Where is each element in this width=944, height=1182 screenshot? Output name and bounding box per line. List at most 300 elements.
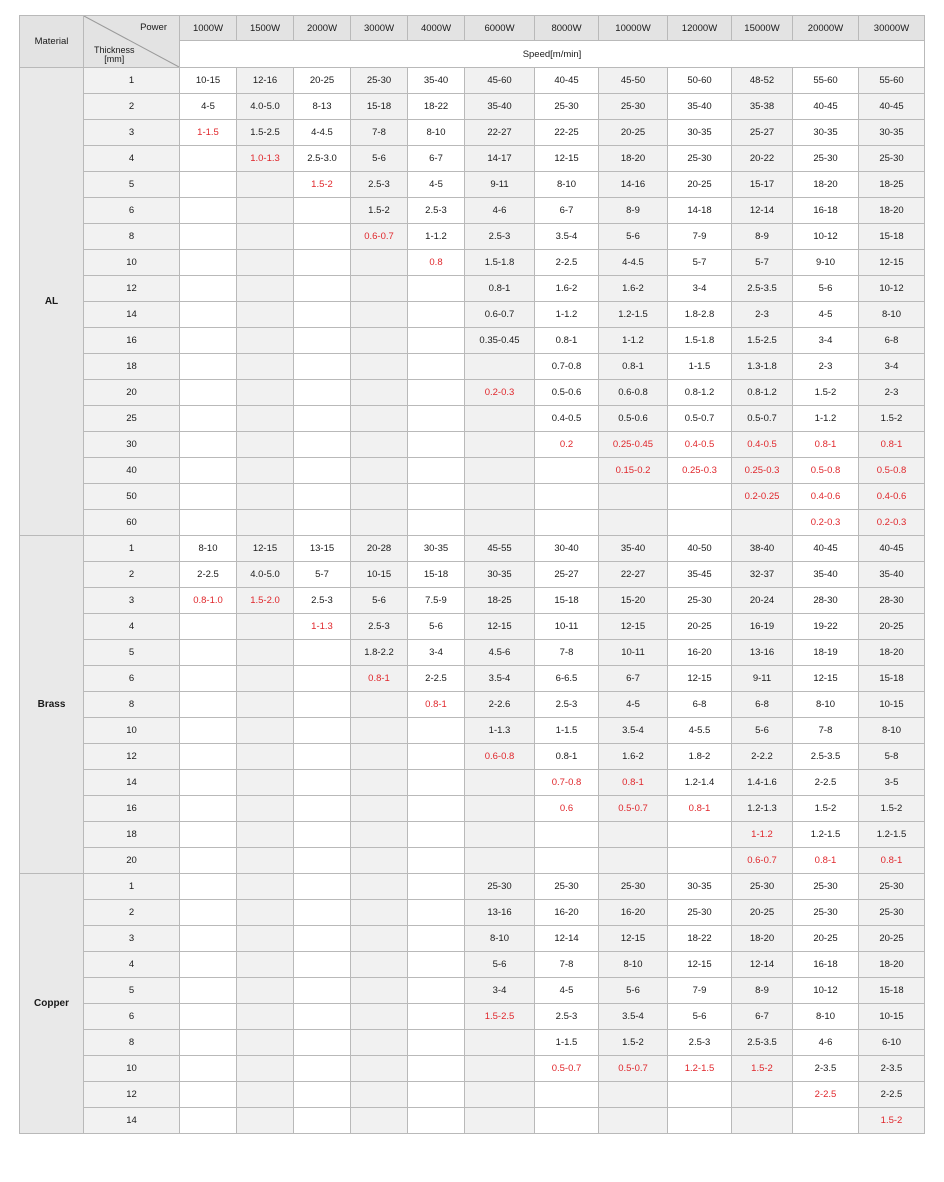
speed-value-cell: 0.8-1 bbox=[408, 692, 465, 718]
speed-value-cell: 1-1.2 bbox=[408, 224, 465, 250]
speed-value-cell bbox=[180, 380, 237, 406]
thickness-cell: 6 bbox=[84, 666, 180, 692]
speed-value-cell bbox=[408, 770, 465, 796]
speed-value-cell: 2-2.5 bbox=[859, 1082, 925, 1108]
speed-value-cell bbox=[408, 1004, 465, 1030]
speed-value-cell: 1.3-1.8 bbox=[732, 354, 793, 380]
speed-value-cell: 0.8-1 bbox=[599, 770, 668, 796]
speed-value-cell bbox=[465, 1056, 535, 1082]
speed-value-cell: 22-25 bbox=[535, 120, 599, 146]
speed-value-cell: 2-2.2 bbox=[732, 744, 793, 770]
speed-value-cell: 7-9 bbox=[668, 224, 732, 250]
speed-value-cell: 16-18 bbox=[793, 198, 859, 224]
speed-value-cell bbox=[294, 1056, 351, 1082]
speed-value-cell: 25-30 bbox=[465, 874, 535, 900]
thickness-cell: 5 bbox=[84, 640, 180, 666]
speed-value-cell bbox=[408, 276, 465, 302]
thickness-cell: 8 bbox=[84, 224, 180, 250]
speed-value-cell bbox=[535, 822, 599, 848]
speed-value-cell: 8-10 bbox=[465, 926, 535, 952]
speed-value-cell bbox=[180, 822, 237, 848]
thickness-cell: 16 bbox=[84, 796, 180, 822]
speed-value-cell: 0.8-1 bbox=[351, 666, 408, 692]
speed-value-cell: 35-38 bbox=[732, 94, 793, 120]
speed-value-cell bbox=[408, 1108, 465, 1134]
table-row bbox=[20, 172, 925, 198]
speed-value-cell: 8-9 bbox=[732, 224, 793, 250]
speed-value-cell bbox=[180, 250, 237, 276]
speed-value-cell: 2.5-3 bbox=[351, 172, 408, 198]
speed-value-cell: 40-45 bbox=[793, 536, 859, 562]
speed-value-cell bbox=[294, 900, 351, 926]
speed-value-cell bbox=[180, 874, 237, 900]
speed-value-cell bbox=[535, 848, 599, 874]
speed-value-cell bbox=[668, 1082, 732, 1108]
speed-value-cell bbox=[237, 1108, 294, 1134]
power-column-header: 20000W bbox=[793, 16, 859, 41]
speed-value-cell: 7-8 bbox=[793, 718, 859, 744]
table-row bbox=[20, 588, 925, 614]
speed-value-cell: 5-7 bbox=[732, 250, 793, 276]
speed-value-cell bbox=[408, 484, 465, 510]
speed-value-cell bbox=[294, 666, 351, 692]
speed-value-cell: 5-7 bbox=[668, 250, 732, 276]
speed-value-cell: 22-27 bbox=[599, 562, 668, 588]
speed-value-cell: 5-8 bbox=[859, 744, 925, 770]
speed-value-cell: 9-11 bbox=[732, 666, 793, 692]
speed-value-cell bbox=[294, 1004, 351, 1030]
speed-value-cell: 6-7 bbox=[732, 1004, 793, 1030]
speed-value-cell bbox=[351, 1056, 408, 1082]
speed-value-cell: 1.5-2.0 bbox=[237, 588, 294, 614]
speed-value-cell bbox=[408, 354, 465, 380]
speed-value-cell: 5-6 bbox=[351, 146, 408, 172]
speed-value-cell: 8-9 bbox=[599, 198, 668, 224]
speed-value-cell: 5-7 bbox=[294, 562, 351, 588]
speed-value-cell bbox=[351, 354, 408, 380]
speed-value-cell bbox=[237, 848, 294, 874]
speed-value-cell: 1.2-1.5 bbox=[859, 822, 925, 848]
speed-value-cell bbox=[294, 276, 351, 302]
speed-value-cell: 4-5 bbox=[793, 302, 859, 328]
speed-value-cell bbox=[465, 770, 535, 796]
speed-value-cell: 4.5-6 bbox=[465, 640, 535, 666]
thickness-cell: 1 bbox=[84, 68, 180, 94]
speed-value-cell: 1.8-2 bbox=[668, 744, 732, 770]
speed-value-cell: 0.25-0.45 bbox=[599, 432, 668, 458]
speed-value-cell: 0.35-0.45 bbox=[465, 328, 535, 354]
speed-value-cell: 16-20 bbox=[668, 640, 732, 666]
speed-value-cell: 7-8 bbox=[535, 952, 599, 978]
speed-value-cell: 1-1.5 bbox=[668, 354, 732, 380]
power-thickness-corner-cell bbox=[84, 16, 180, 68]
speed-value-cell: 10-12 bbox=[859, 276, 925, 302]
speed-value-cell: 45-55 bbox=[465, 536, 535, 562]
speed-value-cell bbox=[180, 1004, 237, 1030]
power-column-header: 1500W bbox=[237, 16, 294, 41]
speed-value-cell bbox=[408, 432, 465, 458]
speed-value-cell: 16-19 bbox=[732, 614, 793, 640]
table-row bbox=[20, 796, 925, 822]
speed-value-cell: 1.5-2 bbox=[859, 1108, 925, 1134]
thickness-cell: 10 bbox=[84, 718, 180, 744]
speed-value-cell bbox=[351, 848, 408, 874]
speed-value-cell: 1.2-1.4 bbox=[668, 770, 732, 796]
speed-value-cell: 0.5-0.7 bbox=[535, 1056, 599, 1082]
speed-value-cell: 1.5-2.5 bbox=[465, 1004, 535, 1030]
speed-value-cell bbox=[294, 198, 351, 224]
speed-value-cell bbox=[237, 458, 294, 484]
speed-value-cell: 25-30 bbox=[535, 874, 599, 900]
speed-value-cell bbox=[180, 744, 237, 770]
speed-value-cell: 4-4.5 bbox=[294, 120, 351, 146]
speed-value-cell: 0.8-1 bbox=[793, 848, 859, 874]
speed-value-cell: 7-8 bbox=[351, 120, 408, 146]
thickness-cell: 20 bbox=[84, 380, 180, 406]
speed-value-cell: 18-22 bbox=[668, 926, 732, 952]
speed-value-cell: 10-15 bbox=[859, 692, 925, 718]
speed-value-cell bbox=[351, 874, 408, 900]
speed-value-cell: 5-6 bbox=[668, 1004, 732, 1030]
speed-value-cell bbox=[237, 172, 294, 198]
thickness-cell: 1 bbox=[84, 874, 180, 900]
speed-value-cell bbox=[408, 978, 465, 1004]
speed-value-cell: 0.2-0.25 bbox=[732, 484, 793, 510]
speed-value-cell bbox=[465, 458, 535, 484]
speed-value-cell: 28-30 bbox=[859, 588, 925, 614]
speed-value-cell bbox=[237, 770, 294, 796]
table-row bbox=[20, 68, 925, 94]
speed-value-cell bbox=[351, 770, 408, 796]
speed-value-cell bbox=[294, 692, 351, 718]
speed-value-cell: 3-4 bbox=[859, 354, 925, 380]
speed-value-cell: 25-30 bbox=[599, 94, 668, 120]
speed-value-cell bbox=[668, 822, 732, 848]
speed-value-cell bbox=[180, 692, 237, 718]
speed-value-cell: 5-6 bbox=[599, 978, 668, 1004]
speed-value-cell: 20-25 bbox=[599, 120, 668, 146]
speed-value-cell: 15-18 bbox=[408, 562, 465, 588]
speed-value-cell: 12-15 bbox=[668, 952, 732, 978]
speed-value-cell: 30-35 bbox=[668, 120, 732, 146]
speed-value-cell: 0.8-1.0 bbox=[180, 588, 237, 614]
speed-value-cell bbox=[180, 1030, 237, 1056]
speed-value-cell: 1-1.3 bbox=[465, 718, 535, 744]
speed-value-cell bbox=[668, 848, 732, 874]
speed-value-cell bbox=[180, 328, 237, 354]
speed-value-cell bbox=[180, 432, 237, 458]
speed-value-cell: 8-10 bbox=[599, 952, 668, 978]
speed-value-cell bbox=[180, 1108, 237, 1134]
thickness-cell: 10 bbox=[84, 250, 180, 276]
speed-value-cell: 0.6-0.7 bbox=[465, 302, 535, 328]
thickness-cell: 5 bbox=[84, 172, 180, 198]
speed-value-cell: 0.2-0.3 bbox=[465, 380, 535, 406]
speed-value-cell bbox=[237, 198, 294, 224]
thickness-cell: 12 bbox=[84, 276, 180, 302]
thickness-cell: 4 bbox=[84, 146, 180, 172]
table-row bbox=[20, 978, 925, 1004]
speed-value-cell bbox=[294, 432, 351, 458]
power-column-header: 12000W bbox=[668, 16, 732, 41]
speed-value-cell: 0.5-0.7 bbox=[732, 406, 793, 432]
speed-value-cell: 5-6 bbox=[351, 588, 408, 614]
speed-value-cell: 2.5-3 bbox=[668, 1030, 732, 1056]
speed-value-cell bbox=[237, 874, 294, 900]
speed-value-cell bbox=[237, 380, 294, 406]
speed-value-cell bbox=[408, 328, 465, 354]
speed-value-cell bbox=[408, 796, 465, 822]
table-row bbox=[20, 666, 925, 692]
speed-value-cell: 30-35 bbox=[408, 536, 465, 562]
speed-value-cell bbox=[237, 718, 294, 744]
speed-value-cell: 7-8 bbox=[535, 640, 599, 666]
speed-value-cell: 18-20 bbox=[859, 640, 925, 666]
speed-value-cell: 50-60 bbox=[668, 68, 732, 94]
speed-value-cell bbox=[668, 510, 732, 536]
speed-value-cell: 6-8 bbox=[668, 692, 732, 718]
speed-value-cell bbox=[535, 1108, 599, 1134]
table-row bbox=[20, 1004, 925, 1030]
speed-value-cell bbox=[599, 848, 668, 874]
speed-value-cell bbox=[408, 1056, 465, 1082]
speed-value-cell bbox=[180, 848, 237, 874]
speed-value-cell bbox=[294, 822, 351, 848]
speed-value-cell: 1-1.5 bbox=[535, 718, 599, 744]
speed-value-cell: 55-60 bbox=[793, 68, 859, 94]
speed-value-cell: 2-2.6 bbox=[465, 692, 535, 718]
speed-value-cell: 3.5-4 bbox=[535, 224, 599, 250]
speed-value-cell: 12-15 bbox=[668, 666, 732, 692]
speed-value-cell bbox=[599, 822, 668, 848]
speed-value-cell bbox=[351, 718, 408, 744]
speed-value-cell: 0.8-1 bbox=[793, 432, 859, 458]
speed-value-cell: 2.5-3.0 bbox=[294, 146, 351, 172]
table-row bbox=[20, 354, 925, 380]
speed-value-cell: 1-1.5 bbox=[180, 120, 237, 146]
speed-value-cell: 1.8-2.8 bbox=[668, 302, 732, 328]
speed-value-cell: 20-25 bbox=[793, 926, 859, 952]
speed-value-cell bbox=[465, 822, 535, 848]
speed-value-cell: 19-22 bbox=[793, 614, 859, 640]
speed-value-cell bbox=[351, 978, 408, 1004]
speed-value-cell: 0.8-1 bbox=[859, 432, 925, 458]
speed-value-cell bbox=[535, 1082, 599, 1108]
speed-value-cell bbox=[351, 328, 408, 354]
table-row bbox=[20, 640, 925, 666]
table-row bbox=[20, 406, 925, 432]
speed-value-cell bbox=[465, 354, 535, 380]
speed-value-cell: 40-45 bbox=[535, 68, 599, 94]
speed-value-cell: 0.7-0.8 bbox=[535, 770, 599, 796]
speed-value-cell bbox=[294, 640, 351, 666]
thickness-header-label bbox=[94, 46, 135, 64]
speed-value-cell: 0.5-0.7 bbox=[599, 1056, 668, 1082]
speed-value-cell: 8-10 bbox=[408, 120, 465, 146]
speed-value-cell bbox=[408, 1030, 465, 1056]
speed-value-cell bbox=[294, 302, 351, 328]
speed-value-cell bbox=[351, 484, 408, 510]
speed-value-cell: 2-3 bbox=[732, 302, 793, 328]
table-row bbox=[20, 926, 925, 952]
speed-value-cell: 45-60 bbox=[465, 68, 535, 94]
speed-value-cell: 0.4-0.5 bbox=[535, 406, 599, 432]
speed-value-cell bbox=[465, 432, 535, 458]
speed-value-cell bbox=[237, 822, 294, 848]
material-header-label: Material bbox=[34, 36, 69, 47]
speed-value-cell bbox=[599, 1108, 668, 1134]
speed-value-cell bbox=[294, 406, 351, 432]
speed-value-cell: 4-5 bbox=[408, 172, 465, 198]
speed-value-cell: 20-25 bbox=[732, 900, 793, 926]
speed-value-cell: 18-20 bbox=[599, 146, 668, 172]
speed-value-cell bbox=[180, 666, 237, 692]
speed-value-cell: 2.5-3.5 bbox=[732, 1030, 793, 1056]
speed-value-cell: 12-14 bbox=[535, 926, 599, 952]
speed-value-cell bbox=[237, 250, 294, 276]
speed-value-cell: 0.8 bbox=[408, 250, 465, 276]
speed-value-cell bbox=[237, 614, 294, 640]
speed-value-cell: 10-12 bbox=[793, 978, 859, 1004]
table-row bbox=[20, 744, 925, 770]
speed-value-cell: 40-45 bbox=[859, 536, 925, 562]
speed-value-cell: 0.4-0.6 bbox=[859, 484, 925, 510]
speed-value-cell: 1.2-1.3 bbox=[732, 796, 793, 822]
speed-value-cell: 1.2-1.5 bbox=[793, 822, 859, 848]
table-row bbox=[20, 900, 925, 926]
speed-value-cell: 28-30 bbox=[793, 588, 859, 614]
speed-value-cell bbox=[180, 510, 237, 536]
table-row bbox=[20, 484, 925, 510]
speed-value-cell: 18-19 bbox=[793, 640, 859, 666]
speed-value-cell: 0.8-1.2 bbox=[732, 380, 793, 406]
speed-value-cell bbox=[237, 692, 294, 718]
speed-value-cell: 1.4-1.6 bbox=[732, 770, 793, 796]
speed-value-cell: 1.5-2 bbox=[793, 380, 859, 406]
speed-value-cell bbox=[180, 484, 237, 510]
speed-value-cell bbox=[237, 510, 294, 536]
speed-value-cell bbox=[294, 848, 351, 874]
thickness-cell: 12 bbox=[84, 744, 180, 770]
speed-value-cell bbox=[180, 406, 237, 432]
speed-value-cell: 20-22 bbox=[732, 146, 793, 172]
speed-value-cell bbox=[668, 484, 732, 510]
speed-value-cell bbox=[351, 1082, 408, 1108]
table-row bbox=[20, 770, 925, 796]
speed-value-cell: 10-15 bbox=[859, 1004, 925, 1030]
table-row bbox=[20, 276, 925, 302]
speed-value-cell: 12-15 bbox=[793, 666, 859, 692]
table-row bbox=[20, 1030, 925, 1056]
cutting-speed-table-container bbox=[19, 15, 925, 1134]
thickness-cell: 8 bbox=[84, 1030, 180, 1056]
speed-value-cell bbox=[294, 874, 351, 900]
speed-value-cell: 12-16 bbox=[237, 68, 294, 94]
speed-value-cell: 25-30 bbox=[859, 874, 925, 900]
speed-value-cell bbox=[732, 510, 793, 536]
thickness-cell: 60 bbox=[84, 510, 180, 536]
speed-value-cell: 0.6-0.7 bbox=[351, 224, 408, 250]
speed-value-cell bbox=[180, 354, 237, 380]
speed-value-cell: 2.5-3 bbox=[294, 588, 351, 614]
table-row bbox=[20, 1056, 925, 1082]
speed-value-cell: 2-3.5 bbox=[859, 1056, 925, 1082]
speed-value-cell bbox=[180, 458, 237, 484]
speed-value-cell bbox=[408, 718, 465, 744]
speed-value-cell bbox=[237, 666, 294, 692]
speed-value-cell bbox=[237, 978, 294, 1004]
table-body bbox=[20, 68, 925, 1134]
speed-value-cell bbox=[351, 692, 408, 718]
speed-value-cell bbox=[237, 952, 294, 978]
speed-value-cell bbox=[351, 822, 408, 848]
thickness-cell: 6 bbox=[84, 198, 180, 224]
speed-value-cell: 12-14 bbox=[732, 952, 793, 978]
speed-value-cell: 2.5-3 bbox=[465, 224, 535, 250]
power-column-header: 6000W bbox=[465, 16, 535, 41]
speed-value-cell bbox=[351, 744, 408, 770]
speed-value-cell: 20-25 bbox=[859, 926, 925, 952]
speed-value-cell: 13-15 bbox=[294, 536, 351, 562]
speed-value-cell bbox=[351, 1108, 408, 1134]
table-row bbox=[20, 224, 925, 250]
thickness-cell: 8 bbox=[84, 692, 180, 718]
thickness-cell: 2 bbox=[84, 900, 180, 926]
speed-value-cell: 10-11 bbox=[535, 614, 599, 640]
speed-value-cell: 0.25-0.3 bbox=[668, 458, 732, 484]
speed-value-cell: 1.5-1.8 bbox=[668, 328, 732, 354]
speed-unit-header bbox=[180, 41, 925, 68]
speed-value-cell bbox=[294, 1108, 351, 1134]
speed-value-cell bbox=[237, 432, 294, 458]
speed-value-cell: 0.8-1 bbox=[859, 848, 925, 874]
speed-value-cell: 10-11 bbox=[599, 640, 668, 666]
power-column-header: 3000W bbox=[351, 16, 408, 41]
speed-value-cell bbox=[351, 510, 408, 536]
speed-value-cell bbox=[408, 822, 465, 848]
speed-value-cell bbox=[180, 172, 237, 198]
thickness-cell: 2 bbox=[84, 562, 180, 588]
speed-value-cell: 8-10 bbox=[859, 718, 925, 744]
speed-value-cell: 0.15-0.2 bbox=[599, 458, 668, 484]
power-column-header: 2000W bbox=[294, 16, 351, 41]
speed-value-cell: 12-15 bbox=[599, 926, 668, 952]
speed-value-cell: 3-4 bbox=[465, 978, 535, 1004]
speed-value-cell bbox=[294, 250, 351, 276]
speed-value-cell: 1.0-1.3 bbox=[237, 146, 294, 172]
speed-value-cell bbox=[732, 1108, 793, 1134]
speed-value-cell bbox=[793, 1108, 859, 1134]
speed-value-cell bbox=[237, 796, 294, 822]
speed-value-cell: 9-10 bbox=[793, 250, 859, 276]
speed-value-cell: 12-15 bbox=[535, 146, 599, 172]
thickness-cell: 25 bbox=[84, 406, 180, 432]
speed-value-cell bbox=[408, 406, 465, 432]
thickness-cell: 16 bbox=[84, 328, 180, 354]
speed-value-cell: 35-40 bbox=[408, 68, 465, 94]
speed-value-cell: 0.4-0.5 bbox=[668, 432, 732, 458]
table-row bbox=[20, 250, 925, 276]
speed-value-cell bbox=[465, 510, 535, 536]
speed-value-cell: 15-18 bbox=[351, 94, 408, 120]
speed-value-cell: 13-16 bbox=[732, 640, 793, 666]
table-row bbox=[20, 432, 925, 458]
thickness-cell: 5 bbox=[84, 978, 180, 1004]
speed-value-cell: 15-18 bbox=[535, 588, 599, 614]
speed-value-cell: 10-15 bbox=[180, 68, 237, 94]
table-row bbox=[20, 198, 925, 224]
speed-value-cell: 0.6-0.8 bbox=[599, 380, 668, 406]
